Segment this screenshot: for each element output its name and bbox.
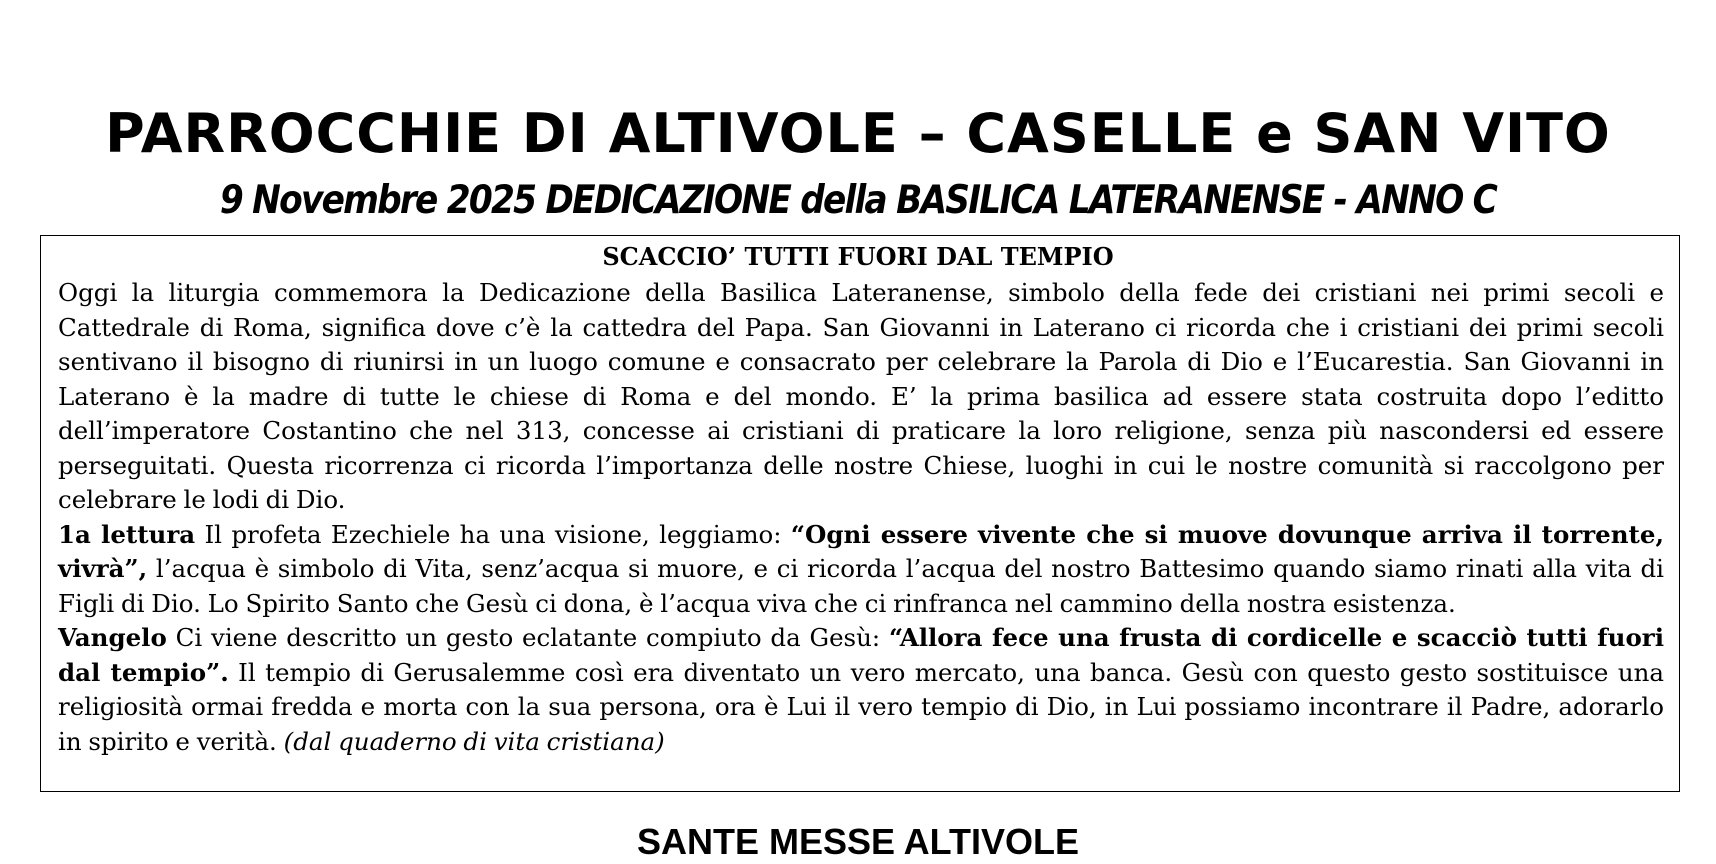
- mass-schedule-title: SANTE MESSE ALTIVOLE: [636, 821, 1080, 862]
- reading1-text-before: Il profeta Ezechiele ha una visione, leggiamo:: [195, 519, 791, 549]
- page-subtitle: 9 Novembre 2025 DEDICAZIONE della BASILICA LATERANENSE - ANNO C: [219, 178, 1497, 223]
- gospel-label: Vangelo: [58, 623, 167, 652]
- reading1-quote: “Ogni essere vivente che si muove dovunque arriva il torrente, vivrà”,: [58, 519, 1664, 583]
- gospel-paragraph: [58, 621, 1664, 759]
- gospel-text-after: Il tempio di Gerusalemme così era diventato un vero mercato, una banca. Gesù con questo gesto sostituisce una religiosità ormai fredda e morta con la sua persona, ora è Lui il vero tempio di Dio, in Lui possiamo incontrare il Padre, adorarlo in spirito e verità.: [58, 657, 1664, 756]
- reading1-paragraph: [58, 518, 1664, 622]
- reflection-heading: SCACCIO’ TUTTI FUORI DAL TEMPIO: [602, 242, 1114, 271]
- reading1-text-after: l’acqua è simbolo di Vita, senz’acqua si muore, e ci ricorda l’acqua del nostro Battesimo quando siamo rinati alla vita di Figli di Dio. Lo Spirito Santo che Gesù ci dona, è l’acqua viva che ci rinfranca nel cammino della nostra esistenza.: [58, 554, 1664, 618]
- reflection-body: [58, 276, 1664, 759]
- gospel-quote: “Allora fece una frusta di cordicelle e scacciò tutti fuori dal tempio”.: [58, 623, 1665, 687]
- gospel-text-before: Ci viene descritto un gesto eclatante compiuto da Gesù:: [166, 623, 889, 652]
- page-title: PARROCCHIE DI ALTIVOLE – CASELLE e SAN VITO: [105, 102, 1611, 165]
- gospel-source: (dal quaderno di vita cristiana): [283, 726, 665, 756]
- reading1-label: 1a lettura: [58, 519, 196, 549]
- intro-paragraph: Oggi la liturgia commemora la Dedicazione della Basilica Lateranense, simbolo della fede dei cristiani nei primi secoli e Cattedrale di Roma, significa dove c’è la cattedra del Papa. San Giovanni in Laterano ci ricorda che i cristiani dei primi secoli sentivano il bisogno di riunirsi in un luogo comune e consacrato per celebrare la Parola di Dio e l’Eucarestia. San Giovanni in Laterano è la madre di tutte le chiese di Roma e del mondo. E’ la prima basilica ad essere stata costruita dopo l’editto dell’imperatore Costantino che nel 313, concesse ai cristiani di praticare la loro religione, senza più nascondersi ed essere perseguitati. Questa ricorrenza ci ricorda l’importanza delle nostre Chiese, luoghi in cui le nostre comunità si raccolgono per celebrare le lodi di Dio.: [58, 278, 1664, 514]
